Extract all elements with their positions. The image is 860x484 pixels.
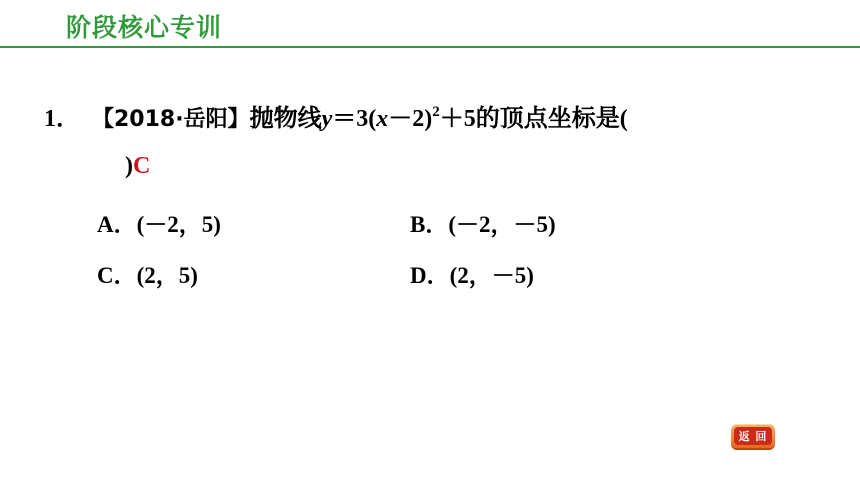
option-c: C．(2，5) — [97, 263, 198, 288]
variable-x: x — [376, 106, 389, 132]
answer-row — [125, 153, 150, 180]
page-title: 阶段核心专训 — [66, 13, 223, 42]
answer-letter: C — [133, 153, 151, 179]
option-d: D．(2，－5) — [410, 263, 534, 288]
question-source: 【2018·岳阳】 — [92, 107, 250, 132]
stem-text: 抛物线 — [249, 106, 322, 132]
option-a: A．(－2，5) — [97, 212, 221, 237]
back-button-label: 返 回 — [734, 427, 773, 445]
question-number: 1． — [44, 106, 80, 132]
equation-part-3: ＋5的顶点坐标是( — [439, 106, 628, 132]
back-button[interactable] — [731, 424, 775, 448]
close-paren: ) — [125, 153, 133, 179]
exponent: 2 — [432, 104, 440, 120]
equation-part-2: －2) — [388, 106, 433, 132]
variable-y: y — [321, 106, 333, 132]
option-b: B．(－2，－5) — [410, 212, 556, 237]
question-stem — [44, 98, 628, 133]
header-divider — [0, 46, 860, 48]
equation-part-1: ＝3( — [332, 106, 377, 132]
